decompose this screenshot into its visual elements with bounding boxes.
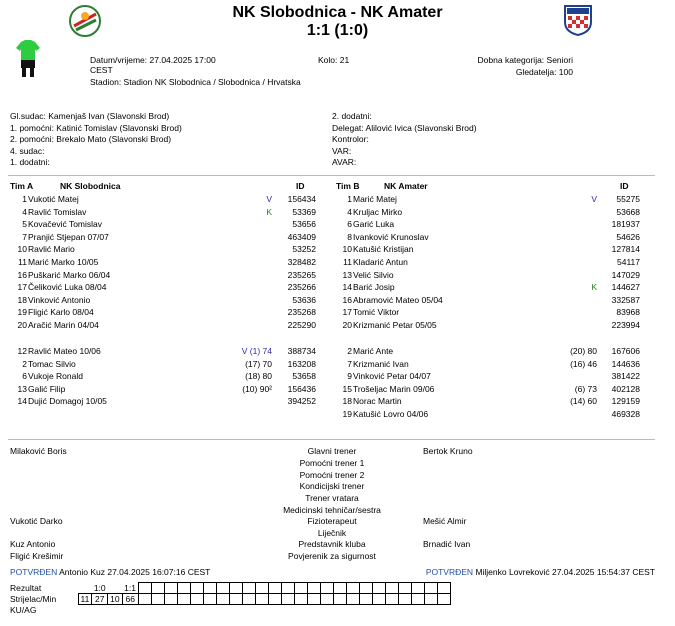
player-id: 181937: [611, 219, 640, 230]
results-label-scorers: Strijelac/Min: [10, 594, 57, 604]
result-cell: [385, 594, 398, 605]
match-stadium: Stadion: Stadion NK Slobodnica / Slobodnica / Hrvatska: [90, 77, 301, 87]
staff-role: Trener vratara: [305, 493, 359, 503]
player-id: 54117: [616, 257, 640, 267]
sub-id: 167606: [611, 346, 640, 356]
sub-number: 19: [342, 409, 352, 419]
player-name: Pranjić Stjepan 07/07: [28, 231, 109, 242]
result-cell: [346, 583, 359, 594]
player-mark: V: [266, 194, 272, 204]
result-cell: [294, 594, 307, 605]
player-id: 83968: [616, 307, 640, 318]
sub-number: 2: [347, 346, 352, 356]
officials-right: [332, 111, 477, 169]
official-additional-2: 2. dodatni:: [332, 111, 372, 121]
team-a-id-header: ID: [296, 181, 305, 191]
result-cell: [242, 594, 255, 605]
player-id: 53656: [292, 219, 316, 230]
result-cell: [151, 583, 164, 594]
sub-id: 388734: [287, 346, 316, 356]
result-cell: [385, 583, 398, 594]
player-name: Marić Marko 10/05: [28, 257, 99, 267]
sub-number: 6: [22, 371, 27, 382]
sub-number: 2: [22, 358, 27, 369]
result-cell: [177, 583, 190, 594]
official-head-referee: Gl.sudac: Kamenjaš Ivan (Slavonski Brod): [10, 111, 170, 121]
player-id: 332587: [611, 294, 640, 305]
result-cell: [359, 594, 372, 605]
sub-number: 12: [17, 346, 27, 356]
result-cell: [359, 583, 372, 594]
result-cell: [164, 583, 177, 594]
player-number: 10: [342, 244, 352, 255]
player-number: 8: [347, 231, 352, 242]
results-label-score: Rezultat: [10, 583, 42, 593]
player-name: Garić Luka: [353, 219, 395, 230]
result-cell: [151, 594, 164, 605]
result-cell: 66: [122, 594, 138, 605]
player-id: 53668: [616, 206, 640, 217]
team-a-label: Tim A: [10, 181, 34, 191]
home-staff-name: Milaković Boris: [10, 446, 67, 456]
official-controller: Kontrolor:: [332, 134, 369, 145]
player-id: 235268: [287, 307, 316, 318]
sub-name: Ravlić Mateo 10/06: [28, 346, 101, 356]
player-number: 4: [347, 206, 352, 217]
result-cell: 27: [92, 594, 108, 605]
result-cell: [216, 583, 229, 594]
result-cell: [190, 583, 203, 594]
sub-name: Katušić Lovro 04/06: [353, 409, 429, 419]
player-mark: V: [591, 194, 597, 204]
result-cell: [255, 594, 268, 605]
sub-name: Vukoje Ronald: [28, 371, 83, 382]
sub-name: Dujić Domagoj 10/05: [28, 396, 107, 407]
result-cell: [333, 583, 346, 594]
result-cell: [229, 583, 242, 594]
result-cell: [307, 594, 320, 605]
player-name: Tomić Viktor: [353, 307, 400, 318]
player-name: Aračić Marin 04/04: [28, 320, 99, 330]
official-additional-1: 1. dodatni:: [10, 157, 50, 168]
player-number: 5: [22, 219, 27, 230]
player-name: Ravlić Mario: [28, 244, 75, 255]
player-id: 127814: [611, 244, 640, 255]
result-cell: [255, 583, 268, 594]
divider: [8, 175, 655, 176]
result-cell: [294, 583, 307, 594]
player-mark: K: [266, 206, 272, 217]
result-cell: [437, 583, 450, 594]
sub-number: 15: [342, 383, 352, 394]
result-cell: [333, 594, 346, 605]
result-cell: [229, 594, 242, 605]
player-number: 19: [17, 307, 27, 318]
player-id: 223994: [611, 320, 640, 330]
officials-left: [10, 111, 182, 169]
player-id: 55275: [616, 194, 640, 204]
player-name: Puškarić Marko 06/04: [28, 269, 111, 280]
player-number: 11: [343, 257, 352, 267]
result-cell: [177, 594, 190, 605]
staff-role: Predstavnik kluba: [298, 539, 366, 549]
match-title: NK Slobodnica - NK Amater: [232, 4, 443, 21]
team-b-id-header: ID: [620, 181, 629, 191]
player-number: 7: [22, 231, 27, 242]
player-number: 17: [342, 307, 352, 318]
result-cell: [398, 594, 411, 605]
player-name: Katušić Kristijan: [353, 244, 414, 255]
player-name: Fligić Karlo 08/04: [28, 307, 94, 318]
player-number: 16: [342, 294, 352, 305]
staff-role: Liječnik: [317, 528, 347, 538]
player-number: 11: [18, 257, 27, 267]
sub-id: 402128: [611, 383, 640, 394]
result-cell: [372, 594, 385, 605]
player-id: 54626: [616, 231, 640, 242]
official-fourth: 4. sudac:: [10, 145, 45, 156]
sub-mark: (10) 90²: [242, 383, 272, 394]
player-name: Marić Matej: [353, 194, 397, 204]
player-number: 6: [347, 219, 352, 230]
match-timezone: CEST: [90, 65, 113, 75]
player-id: 463409: [287, 231, 316, 242]
sub-number: 13: [17, 383, 27, 394]
sub-name: Norac Martin: [353, 396, 402, 407]
result-cell: [203, 594, 216, 605]
sub-name: Marić Ante: [353, 346, 394, 356]
result-cell: 1:1: [124, 582, 136, 593]
results-table: [8, 582, 451, 616]
result-cell: [398, 583, 411, 594]
player-number: 1: [22, 194, 27, 204]
away-staff-name: Brnadić Ivan: [423, 539, 471, 549]
player-number: 1: [347, 194, 352, 204]
result-cell: [138, 583, 151, 594]
player-number: 13: [342, 269, 352, 280]
player-name: Barić Josip: [353, 282, 395, 293]
player-id: 235266: [287, 282, 316, 293]
player-number: 14: [342, 282, 352, 293]
sub-id: 163208: [287, 358, 316, 369]
results-label-ku-ag: KU/AG: [10, 605, 37, 615]
sub-id: 394252: [287, 396, 316, 407]
player-name: Ivanković Krunoslav: [353, 231, 429, 242]
match-round: Kolo: 21: [318, 55, 350, 65]
away-confirm-text: Miljenko Lovreković 27.04.2025 15:54:37 CEST: [475, 567, 655, 577]
match-datetime: Datum/vrijeme: 27.04.2025 17:00: [90, 55, 216, 65]
player-number: 18: [17, 294, 27, 305]
staff-role: Kondicijski trener: [299, 481, 365, 491]
age-category: Dobna kategorija: Seniori: [477, 55, 573, 65]
sub-mark: (20) 80: [570, 346, 597, 356]
result-cell: [190, 594, 203, 605]
result-cell: [203, 583, 216, 594]
staff-role: Glavni trener: [307, 446, 357, 456]
home-confirm-text: Antonio Kuz 27.04.2025 16:07:16 CEST: [59, 567, 211, 577]
staff-role: Povjerenik za sigurnost: [288, 551, 376, 561]
sub-id: 129159: [611, 396, 640, 407]
results-row-score: [8, 583, 450, 594]
result-cell: [411, 594, 424, 605]
home-staff-name: Fligić Krešimir: [10, 551, 64, 561]
away-confirm-status: POTVRĐEN: [425, 567, 474, 577]
official-avar: AVAR:: [332, 157, 357, 168]
sub-id: 381422: [611, 371, 640, 382]
home-confirmation: [10, 567, 210, 577]
sub-name: Tomac Silvio: [28, 358, 76, 369]
result-cell: [307, 583, 320, 594]
away-confirmation: [426, 567, 655, 577]
player-name: Velić Silvio: [353, 269, 394, 280]
player-id: 225290: [287, 320, 316, 330]
sub-name: Vinković Petar 04/07: [353, 371, 431, 382]
sub-id: 469328: [611, 409, 640, 419]
player-id: 53636: [292, 294, 316, 305]
home-confirm-status: POTVRĐEN: [10, 567, 58, 577]
official-delegate: Delegat: Alilović Ivica (Slavonski Brod): [332, 122, 477, 133]
sub-number: 14: [17, 396, 27, 407]
sub-name: Krizmanić Ivan: [353, 358, 409, 369]
sub-number: 7: [347, 358, 352, 369]
result-cell: [216, 594, 229, 605]
result-cell: [424, 594, 437, 605]
player-name: Ravlić Tomislav: [28, 206, 87, 217]
player-id: 53252: [292, 244, 316, 255]
player-name: Vinković Antonio: [28, 294, 91, 305]
player-name: Kladarić Antun: [353, 257, 408, 267]
official-assistant-2: 2. pomoćni: Brekalo Mato (Slavonski Brod): [10, 134, 172, 145]
player-id: 235265: [287, 269, 316, 280]
player-name: Krizmanić Petar 05/05: [353, 320, 437, 330]
player-id: 147029: [611, 269, 640, 280]
result-cell: [78, 583, 92, 594]
result-cell: [372, 583, 385, 594]
result-cell: [424, 583, 437, 594]
match-score: 1:1 (1:0): [306, 22, 369, 39]
sub-id: 144636: [611, 358, 640, 369]
sub-mark: (16) 46: [570, 358, 597, 369]
divider: [8, 439, 655, 440]
result-cell: [320, 583, 333, 594]
away-staff-name: Mešić Almir: [423, 516, 467, 526]
player-number: 10: [17, 244, 27, 255]
player-name: Čeliković Luka 08/04: [28, 282, 107, 293]
sub-id: 53658: [292, 371, 316, 382]
home-staff-name: Kuz Antonio: [10, 539, 56, 549]
player-number: 17: [17, 282, 27, 293]
player-number: 20: [17, 320, 27, 330]
staff-role: Pomoćni trener 2: [299, 470, 365, 480]
away-staff-name: Bertok Kruno: [423, 446, 473, 456]
player-name: Kruljac Mirko: [353, 206, 403, 217]
team-b-name: NK Amater: [384, 181, 428, 191]
result-cell: [411, 583, 424, 594]
team-kit-icon: [16, 40, 40, 78]
sub-name: Trošeljac Marin 09/06: [353, 383, 435, 394]
player-number: 4: [22, 206, 27, 217]
results-row-scorers: [8, 594, 450, 605]
result-cell: [281, 583, 294, 594]
player-number: 20: [342, 320, 352, 330]
sub-number: 9: [347, 371, 352, 382]
result-cell: [437, 594, 450, 605]
result-cell: [108, 583, 122, 594]
staff-role: Fizioterapeut: [307, 516, 357, 526]
result-cell: [346, 594, 359, 605]
player-id: 144627: [611, 282, 640, 293]
player-name: Kovačević Tomislav: [28, 219, 103, 230]
sub-name: Galić Filip: [28, 383, 66, 394]
player-number: 16: [17, 269, 27, 280]
sub-mark: (6) 73: [574, 383, 597, 394]
player-id: 53369: [292, 206, 316, 217]
results-row-ku-ag: [8, 605, 450, 616]
result-cell: 11: [78, 594, 92, 605]
result-cell: [281, 594, 294, 605]
result-cell: 1:0: [93, 582, 106, 593]
sub-mark: (18) 80: [245, 371, 272, 382]
player-id: 156434: [287, 194, 316, 204]
sub-mark: (17) 70: [245, 358, 272, 369]
result-cell: [138, 594, 151, 605]
official-var: VAR:: [332, 145, 352, 156]
official-assistant-1: 1. pomoćni: Katinić Tomislav (Slavonski Brod): [10, 122, 182, 133]
spectators: Gledatelja: 100: [515, 67, 573, 77]
sub-id: 156436: [287, 383, 316, 394]
player-name: Vukotić Matej: [28, 194, 79, 204]
result-cell: 10: [108, 594, 122, 605]
result-cell: [242, 583, 255, 594]
player-mark: K: [591, 282, 597, 293]
sub-mark: V (1) 74: [241, 346, 272, 356]
player-name: Abramović Mateo 05/04: [353, 294, 443, 305]
staff-role: Pomoćni trener 1: [299, 458, 365, 468]
result-cell: [268, 594, 281, 605]
team-b-label: Tim B: [336, 181, 360, 191]
sub-number: 18: [342, 396, 352, 407]
player-id: 328482: [287, 257, 316, 267]
team-a-name: NK Slobodnica: [60, 181, 121, 191]
sub-mark: (14) 60: [570, 396, 597, 407]
result-cell: [320, 594, 333, 605]
home-staff-name: Vukotić Darko: [10, 516, 63, 526]
result-cell: [268, 583, 281, 594]
result-cell: [164, 594, 177, 605]
staff-role: Medicinski tehničar/sestra: [283, 505, 381, 515]
